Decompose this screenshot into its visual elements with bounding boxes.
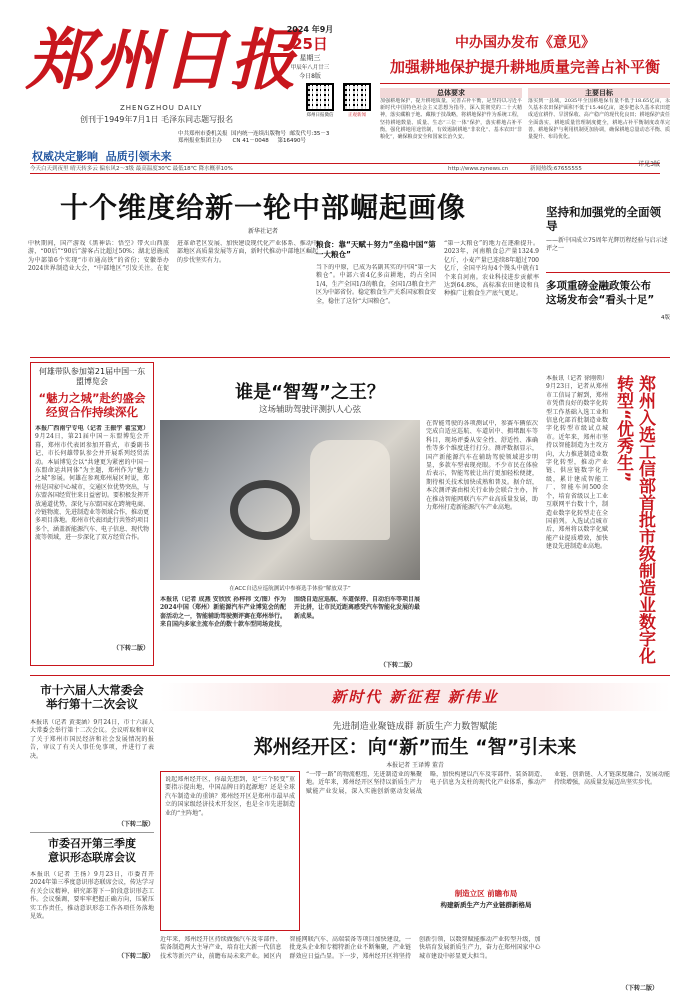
publication-info: 中共郑州市委机关报 国内统一连续出版物号 邮发代号:35－3 郑州报业集团主办 CN 41－0048 第16490号 xyxy=(178,131,330,144)
econ-body: “一带一路”的物流枢纽，先进制造业的集聚地。近年来，郑州经开区坚持以新质生产力赋能产业发展，深入实施创新驱动发展战略，加快构建以汽车及零部件、装备制造、电子信息为支柱的现代化产业体系，推动产业链、创新链、人才链深度融合，发展动能持续增强，高质量发展迈出坚实步伐。 xyxy=(306,771,670,795)
digital-body: 本报讯（记者 徐刚领）9月23日，记者从郑州市工信局了解到，郑州市凭借良好的数字化转型工作基础入选工业和信息化部首批制造业数字化转型市级试点城市。近年来，郑州市坚持以智能制造为主攻方向，大力推进制造业数字化转型，推动产业链、供应链数字化升级，累计建成智能工厂、智能车间500余个，培育省级以上工业互联网平台数十个，制造业数字化转型走在全国前列。入选试点城市后，郑州将以数字化赋能产业提质增效，加快建设先进制造业高地。 xyxy=(546,375,608,551)
masthead-title: 郑州日报 xyxy=(26,21,298,99)
box2-title: 主要目标 xyxy=(528,88,670,98)
masthead-founded: 创刊于1949年7月1日 毛泽东同志题写报名 xyxy=(80,115,234,124)
asean-title: “魅力之城”赴约盛会经贸合作持续深化 xyxy=(38,391,146,419)
right-column-box xyxy=(546,205,670,365)
standing-end: （下转二版） xyxy=(117,821,154,828)
hotline: 新闻热线:67655555 xyxy=(530,166,582,172)
top-story-title2: 加强耕地保护提升耕地质量完善占补平衡 xyxy=(389,58,660,76)
econ-inner-sub: 构建新质生产力产业链群新格局 xyxy=(440,901,532,909)
ai-drive-photo[interactable] xyxy=(160,420,420,580)
right-sub1: ——新中国成立75周年光辉历程经验与启示述评之一 xyxy=(546,237,668,253)
econ-title[interactable]: 郑州经开区：向“新”而生 “智”引未来 xyxy=(253,736,577,758)
weather-bar xyxy=(30,163,660,174)
day: 25日 xyxy=(292,35,328,53)
ideology-title1: 市委召开第三季度 xyxy=(48,837,136,850)
econ-kicker: 先进制造业聚链成群 新质生产力数智赋能 xyxy=(332,722,498,732)
pages: 今日8版 xyxy=(299,73,321,80)
lunar: 甲辰年八月廿三 xyxy=(290,65,330,71)
econ-end: （下转二版） xyxy=(622,985,659,992)
top-story-more: 详见3版 xyxy=(638,161,660,168)
site-link[interactable]: http://www.zynews.cn xyxy=(448,166,509,172)
asean-end: （下转二版） xyxy=(112,645,149,652)
asean-body: 本报广西南宁专电（记者 王振宇 翟宝宽）9月24日，第21届中国－东盟博览会开幕，郑州市代表团参加开幕式，市委副书记、市长何雄带队参会并开展系列经贸活动。本届博览会以“共建更为紧密的中国－东盟命运共同体”为主题，郑州作为“魅力之城”参展。何雄在参观郑州展区时说，郑州是国家中心城市，交通区位优势突出，与东盟各国经贸往来日益密切。要积极发挥开放通道优势，深化与东盟国家在跨境电商、冷链物流、先进制造业等领域合作，推动更多项目落地。郑州市代表团此行共签约项目多个，涵盖新能源汽车、电子信息、现代物流等领域，进一步深化了双方经贸合作。 xyxy=(35,425,149,542)
ai-drive-body: 本报讯（记者 成燕 安欣欣 孙梓祎 文/图）作为2024中国（郑州）新能源汽车产业博览会的配套活动之一，智能辅助驾驶测评赛在郑州举行。来自国内多家主流车企的数十款车型同场竞技，围绕自适应巡航、车道保持、自动泊车等项目展开比拼，让市民近距离感受汽车智能化发展的最新成果。 xyxy=(160,596,420,629)
top-story[interactable] xyxy=(380,18,670,168)
standing-title1: 市十六届人大常委会 xyxy=(40,683,144,697)
qr-code-zhengguan[interactable] xyxy=(343,83,371,111)
econ-inner-title: 制造立区 前瞻布局 xyxy=(454,889,518,898)
qr-label-weixin: 郑州日报微信 xyxy=(306,113,334,118)
standing-committee[interactable] xyxy=(30,683,154,983)
weekday: 星期三 xyxy=(299,54,321,62)
right-more: 4版 xyxy=(661,314,670,321)
digital-vertical-title[interactable]: 郑州入选工信部首批市级制造业数字化转型“优秀生” xyxy=(613,375,655,664)
ideology-body: 本报讯（记者 王扬）9月23日，市委召开2024年第三季度意识形态联席会议，传达学习有关会议精神，研究部署下一阶段意识形态工作。会议强调，要牢牢把握正确方向，压紧压实工作责任，推动意识形态工作各项任务落地见效。 xyxy=(30,871,154,921)
ai-drive-col-right: 在智能驾驶的各项测试中，参赛车辆依次完成自适应巡航、车道居中、拥堵跟车等科目，现场评委从安全性、舒适性、准确性等多个维度进行打分。测评数据显示，国产新能源汽车在辅助驾驶领域进步明显，多款车型表现亮眼。不少市民在体验后表示，智能驾驶让出行更加轻松便捷，期待相关技术加快成熟和普及。据介绍，本次测评赛由相关行业协会联合主办，旨在推动智能网联汽车产业高质量发展，助力郑州打造新能源汽车产业高地。 xyxy=(426,420,538,512)
year-month: 2024 年9月 xyxy=(286,25,334,34)
ai-drive-end: （下转二版） xyxy=(380,662,417,669)
standing-title2: 举行第十二次会议 xyxy=(46,697,138,711)
econ-byline: 本报记者 王译博 董青 xyxy=(386,762,444,769)
right-title3[interactable]: 这场发布会“看头十足” xyxy=(546,293,655,306)
econ-body2: 近年来，郑州经开区持续做强汽车及零部件、装备制造两大主导产业，培育壮大新一代信息技术等新兴产业，前瞻布局未来产业。园区内智能网联汽车、高端装备等项目加快建设，一批龙头企业和专精特新企业不断集聚，产业链群效应日益凸显。下一步，郑州经开区将坚持创新引领，以数智赋能推动产业转型升级，加快培育发展新质生产力，奋力在郑州国家中心城市建设中彰显更大担当。 xyxy=(160,936,541,960)
masthead-pinyin: ZHENGZHOU DAILY xyxy=(120,104,203,112)
econ-quote-box xyxy=(160,771,300,931)
new-era-banner xyxy=(160,683,670,711)
grain-body: 当下的中原，已成为名副其实的中国“第一大粮仓”。中部六省4亿多亩耕地，约占全国1/4，生产全国1/3的粮食，全国1/3粮食主产区为中部省份。稳定粮食生产关系国家粮食安全，稳住了这份“大国粮仓”。 xyxy=(316,264,436,305)
headline-col4: “第一大粮仓”的地力在逐渐提升。2023年，河南粮食总产量1324.9亿斤，小麦产量已连续8年超过700亿斤，全国平均每4个馒头中就有1个来自河南。农业科技进步贡献率达到64.8%，高标准农田建设和良种推广让粮食生产底气更足。 xyxy=(444,240,539,298)
ideology-title2: 意识形态联席会议 xyxy=(48,851,136,864)
ideology-end: （下转二版） xyxy=(117,953,154,960)
standing-body: 本报讯（记者 黄斐涵）9月24日，市十六届人大常委会举行第十二次会议。会议听取和审议了关于郑州市国民经济和社会发展情况的报告，审议了有关人事任免事项，并进行了表决。 xyxy=(30,719,154,760)
box1-title: 总体要求 xyxy=(380,88,522,98)
ai-drive-subtitle: 这场辅助驾驶评测扒人心弦 xyxy=(258,405,361,415)
grain-subtitle[interactable]: 粮食：靠“天赋＋努力”坐稳中国“第一大粮仓” xyxy=(316,240,436,259)
headline-byline: 新华社记者 xyxy=(248,228,279,235)
right-title2[interactable]: 多项重磅金融政策公布 xyxy=(546,279,651,292)
right-title1[interactable]: 坚持和加强党的全面领导 xyxy=(546,205,661,233)
qr-code-weixin[interactable] xyxy=(306,83,334,111)
econ-quote: 说起郑州经开区，你最先想到，是“三个转变”重要指示提出地，中国品牌日的起源地？还是全球汽车制造业的重镇？郑州经开区是郑州市最早成立的国家级经济技术开发区，也是全市先进制造业的“主阵地”。 xyxy=(165,776,295,817)
box1-text: 加强耕地保护，提升耕地质量，完善占补平衡，是坚持以习近平新时代中国特色社会主义思想为指导，深入贯彻党的二十大精神，落实藏粮于地、藏粮于技战略，将耕地保护作为系统工程，坚持耕地数量、质量、生态“三位一体”保护，落实耕地占补平衡，强化耕地用途管制，有效遏制耕地“非农化”、基本农田“非粮化”，确保粮食安全和国家长治久安。 xyxy=(380,98,522,141)
date-block xyxy=(280,24,340,80)
asean-kicker: 何雄带队参加第21届中国一东盟博览会 xyxy=(38,367,146,386)
box2-text: 落实到一县域，2035年全国耕地保有量不低于18.65亿亩，永久基本农田保护面积不低于15.46亿亩，逐步把永久基本农田建成适宜耕作、旱涝保收、高产稳产的现代化良田；耕地保护责任全面落实，耕地质量管理制度健全，耕地占补平衡制度改革完善，耕地保护与利用机制更加协调，确保耕地总量动态平衡、质量提升、布局优化。 xyxy=(528,98,670,141)
ai-drive-caption: 在ACC自适应巡航测试中参赛选手体验“解放双手” xyxy=(229,586,351,592)
slogan-bar: 权威决定影响 品质引领未来 xyxy=(32,150,172,163)
asean-box[interactable] xyxy=(30,362,154,666)
new-era-text: 新时代 新征程 新伟业 xyxy=(331,688,499,706)
ai-drive-title[interactable]: 谁是“智驾”之王？ xyxy=(235,382,385,403)
qr-label-zhengguan: 正观新闻 xyxy=(348,113,366,118)
headline-body: 中秋期间，国产游戏《黑神话：悟空》带火山西旅游，“00后”“90后”游客占比超过50%；湖北恩施成为中部第6个实现“市市通高铁”的省份；安徽举办2024世界制造业大会，“中部地区”引发关注。在促进革命老区发展、加快建设现代化产业体系、推动中部地区高质量发展等方面，新时代推动中部地区崛起的步伐坚实有力。 xyxy=(28,240,318,273)
top-story-title1: 中办国办发布《意见》 xyxy=(455,35,595,51)
headline-title[interactable]: 十个维度给新一轮中部崛起画像 xyxy=(59,191,466,224)
weather-text: 今天白天到夜里 晴天转多云 偏东风2～3级 最高温度30℃ 最低18℃ 降水概率10% xyxy=(30,166,233,172)
